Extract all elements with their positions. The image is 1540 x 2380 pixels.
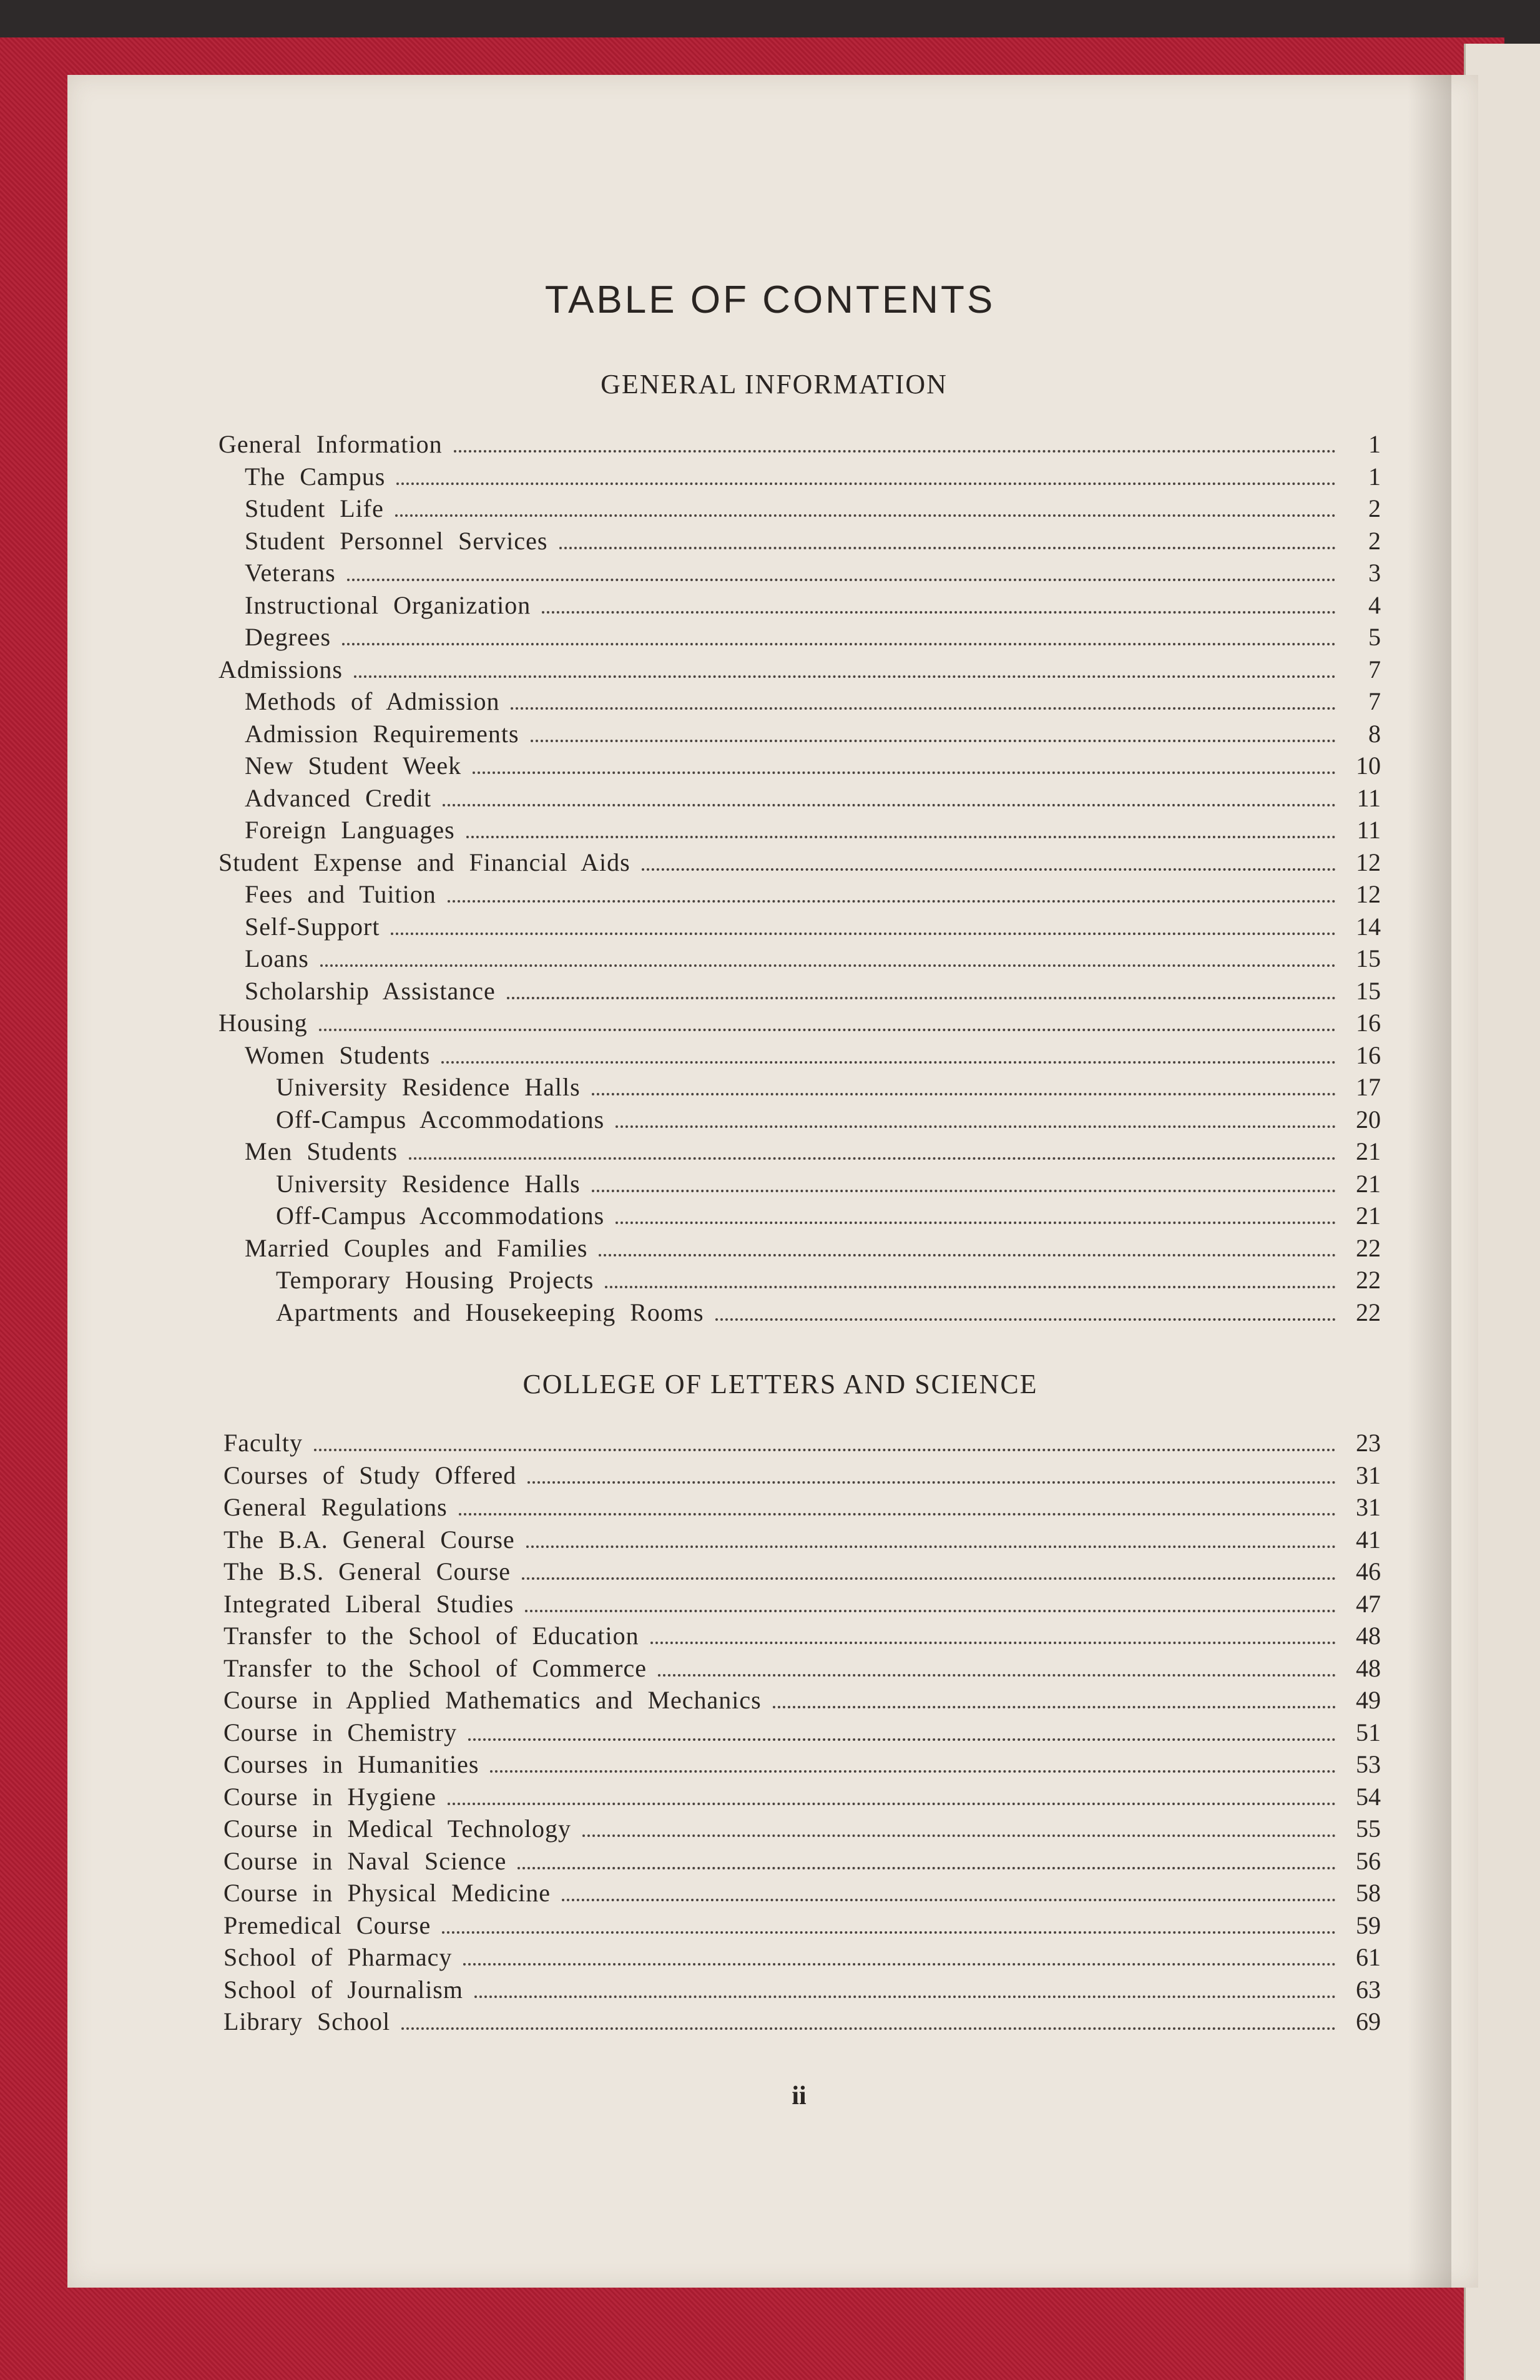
- toc-entry-page-number: 12: [1356, 848, 1381, 876]
- toc-leader-dots: [401, 2027, 1336, 2030]
- toc-entry-label: Course in Physical Medicine: [223, 1879, 551, 1907]
- toc-leader-dots: [658, 1674, 1336, 1677]
- toc-entry-page-number: 22: [1356, 1266, 1381, 1294]
- toc-leader-dots: [391, 933, 1336, 935]
- toc-entry-label: Course in Medical Technology: [223, 1814, 572, 1843]
- toc-entry-label: Student Personnel Services: [245, 526, 548, 555]
- toc-entry: [223, 1491, 1381, 1524]
- toc-entry-label: Self-Support: [245, 912, 380, 941]
- toc-entry-label: Off-Campus Accommodations: [276, 1105, 605, 1134]
- toc-entry-label: Fees and Tuition: [245, 880, 436, 908]
- toc-entry: [218, 1007, 1381, 1039]
- toc-entry-page-number: 11: [1356, 816, 1381, 844]
- toc-entry-label: Courses of Study Offered: [223, 1461, 517, 1489]
- toc-entry-label: School of Pharmacy: [223, 1943, 453, 1971]
- toc-leader-dots: [582, 1834, 1336, 1837]
- toc-entry-page-number: 12: [1356, 880, 1381, 908]
- toc-entry-label: Student Expense and Financial Aids: [218, 848, 630, 876]
- toc-entry-label: School of Journalism: [223, 1975, 463, 2004]
- toc-entry: [218, 975, 1381, 1007]
- toc-leader-dots: [443, 804, 1336, 806]
- toc-entry: [218, 1071, 1381, 1104]
- toc-entry-label: University Residence Halls: [276, 1073, 581, 1101]
- toc-entry: [218, 621, 1381, 654]
- toc-entry: [218, 1264, 1381, 1296]
- toc-entry: [223, 1652, 1381, 1685]
- toc-entry-label: Women Students: [245, 1041, 431, 1069]
- toc-leader-dots: [715, 1318, 1336, 1321]
- toc-entry-label: The B.A. General Course: [223, 1525, 515, 1554]
- toc-leader-dots: [459, 1513, 1336, 1516]
- toc-entry-label: Foreign Languages: [245, 816, 455, 844]
- toc-leader-dots: [448, 1803, 1336, 1805]
- toc-entry: [218, 525, 1381, 557]
- toc-entry: [223, 1620, 1381, 1652]
- toc-entry-page-number: 7: [1368, 655, 1381, 683]
- toc-entry-page-number: 59: [1356, 1911, 1381, 1939]
- toc-entry-label: Degrees: [245, 623, 331, 651]
- toc-entry: [218, 814, 1381, 846]
- toc-entry-label: New Student Week: [245, 752, 462, 780]
- toc-entry-page-number: 15: [1356, 944, 1381, 972]
- toc-entry-page-number: 21: [1356, 1169, 1381, 1198]
- toc-leader-dots: [616, 1222, 1336, 1224]
- toc-entry-page-number: 23: [1356, 1429, 1381, 1457]
- toc-entry-page-number: 54: [1356, 1782, 1381, 1811]
- toc-entry-page-number: 4: [1368, 590, 1381, 619]
- toc-entry: [223, 1716, 1381, 1749]
- toc-entry-page-number: 8: [1368, 719, 1381, 748]
- toc-leader-dots: [559, 547, 1336, 549]
- toc-entry-page-number: 11: [1356, 783, 1381, 812]
- toc-leader-dots: [342, 643, 1336, 645]
- toc-leader-dots: [592, 1190, 1336, 1192]
- toc-entry-page-number: 16: [1356, 1009, 1381, 1037]
- toc-list-college-of-letters-and-science: [223, 1427, 1381, 2038]
- toc-entry-label: Student Life: [245, 494, 384, 522]
- toc-leader-dots: [773, 1706, 1336, 1708]
- toc-entry: [218, 1104, 1381, 1136]
- toc-entry: [223, 1941, 1381, 1974]
- toc-leader-dots: [454, 450, 1336, 453]
- toc-entry-page-number: 46: [1356, 1557, 1381, 1585]
- toc-leader-dots: [605, 1286, 1336, 1288]
- toc-entry-label: Course in Hygiene: [223, 1782, 436, 1811]
- toc-leader-dots: [441, 1061, 1336, 1064]
- toc-leader-dots: [466, 836, 1336, 838]
- page-number: ii: [792, 2082, 807, 2110]
- toc-entry-page-number: 21: [1356, 1137, 1381, 1165]
- toc-entry-page-number: 41: [1356, 1525, 1381, 1554]
- toc-entry-page-number: 48: [1356, 1653, 1381, 1682]
- toc-entry: [223, 1427, 1381, 1459]
- page-title: TABLE OF CONTENTS: [544, 278, 996, 321]
- toc-leader-dots: [526, 1545, 1336, 1548]
- toc-entry-label: Instructional Organization: [245, 590, 531, 619]
- toc-entry: [218, 911, 1381, 943]
- toc-entry: [223, 1877, 1381, 1909]
- toc-entry-label: Advanced Credit: [245, 783, 432, 812]
- toc-entry: [223, 1459, 1381, 1492]
- toc-leader-dots: [650, 1642, 1336, 1644]
- toc-entry: [218, 846, 1381, 879]
- toc-entry-page-number: 20: [1356, 1105, 1381, 1134]
- toc-entry-label: Faculty: [223, 1429, 303, 1457]
- toc-leader-dots: [522, 1577, 1336, 1580]
- toc-leader-dots: [490, 1770, 1336, 1773]
- toc-entry-label: Off-Campus Accommodations: [276, 1202, 605, 1230]
- toc-entry-page-number: 48: [1356, 1622, 1381, 1650]
- toc-entry: [218, 492, 1381, 525]
- toc-entry-page-number: 61: [1356, 1943, 1381, 1971]
- toc-entry-page-number: 2: [1368, 526, 1381, 555]
- toc-leader-dots: [511, 707, 1336, 710]
- toc-entry: [218, 428, 1381, 461]
- toc-entry-label: Apartments and Housekeeping Rooms: [276, 1298, 704, 1326]
- toc-entry: [223, 2005, 1381, 2038]
- toc-entry-label: Course in Chemistry: [223, 1718, 458, 1746]
- toc-leader-dots: [527, 1481, 1336, 1484]
- toc-leader-dots: [448, 900, 1336, 903]
- toc-entry: [218, 718, 1381, 750]
- toc-leader-dots: [320, 964, 1336, 967]
- toc-entry-page-number: 10: [1356, 752, 1381, 780]
- toc-entry: [218, 943, 1381, 975]
- toc-entry-page-number: 1: [1368, 430, 1381, 458]
- toc-leader-dots: [409, 1157, 1336, 1160]
- toc-leader-dots: [395, 514, 1336, 517]
- toc-entry-label: Transfer to the School of Commerce: [223, 1653, 647, 1682]
- toc-entry-page-number: 2: [1368, 494, 1381, 522]
- toc-entry-page-number: 58: [1356, 1879, 1381, 1907]
- section-heading-general-information: GENERAL INFORMATION: [601, 369, 948, 399]
- toc-leader-dots: [442, 1931, 1336, 1934]
- toc-leader-dots: [473, 771, 1336, 774]
- toc-entry: [223, 1588, 1381, 1620]
- toc-entry-page-number: 1: [1368, 462, 1381, 491]
- toc-entry-page-number: 31: [1356, 1461, 1381, 1489]
- toc-entry: [218, 1200, 1381, 1232]
- toc-entry-page-number: 47: [1356, 1589, 1381, 1618]
- toc-entry: [218, 589, 1381, 622]
- toc-entry-page-number: 7: [1368, 687, 1381, 715]
- toc-entry-label: Men Students: [245, 1137, 398, 1165]
- toc-leader-dots: [562, 1899, 1336, 1901]
- toc-entry-page-number: 21: [1356, 1202, 1381, 1230]
- toc-list-general-information: [218, 428, 1381, 1328]
- toc-entry-page-number: 63: [1356, 1975, 1381, 2004]
- toc-entry: [223, 1555, 1381, 1588]
- toc-entry-page-number: 22: [1356, 1233, 1381, 1262]
- toc-leader-dots: [599, 1254, 1336, 1256]
- toc-entry-label: University Residence Halls: [276, 1169, 581, 1198]
- toc-entry: [218, 654, 1381, 686]
- toc-entry-page-number: 53: [1356, 1750, 1381, 1778]
- toc-entry-label: Married Couples and Families: [245, 1233, 588, 1262]
- toc-entry-page-number: 22: [1356, 1298, 1381, 1326]
- toc-entry: [218, 1135, 1381, 1168]
- toc-leader-dots: [474, 1996, 1336, 1998]
- toc-entry-page-number: 17: [1356, 1073, 1381, 1101]
- toc-entry-page-number: 69: [1356, 2007, 1381, 2035]
- toc-leader-dots: [525, 1610, 1336, 1612]
- toc-entry-label: Course in Applied Mathematics and Mechanics: [223, 1686, 762, 1714]
- toc-entry: [218, 1168, 1381, 1200]
- toc-leader-dots: [507, 997, 1336, 999]
- toc-leader-dots: [314, 1449, 1336, 1451]
- toc-entry-label: The B.S. General Course: [223, 1557, 511, 1585]
- toc-entry: [223, 1684, 1381, 1716]
- toc-entry: [223, 1909, 1381, 1942]
- toc-entry: [223, 1524, 1381, 1556]
- toc-leader-dots: [347, 579, 1336, 581]
- toc-entry-label: General Regulations: [223, 1493, 448, 1521]
- toc-entry-label: Integrated Liberal Studies: [223, 1589, 514, 1618]
- toc-entry-label: Veterans: [245, 559, 336, 587]
- toc-entry: [218, 750, 1381, 782]
- toc-leader-dots: [542, 611, 1336, 614]
- toc-leader-dots: [517, 1867, 1336, 1869]
- toc-entry: [223, 1748, 1381, 1781]
- toc-entry-label: Course in Naval Science: [223, 1846, 507, 1875]
- toc-entry-label: General Information: [218, 430, 443, 458]
- toc-entry-label: Courses in Humanities: [223, 1750, 479, 1778]
- toc-entry: [218, 461, 1381, 493]
- toc-entry: [218, 1296, 1381, 1329]
- toc-entry-label: Temporary Housing Projects: [276, 1266, 594, 1294]
- toc-entry-label: Library School: [223, 2007, 391, 2035]
- toc-entry: [223, 1974, 1381, 2006]
- toc-entry-label: Admission Requirements: [245, 719, 519, 748]
- toc-entry-page-number: 55: [1356, 1814, 1381, 1843]
- toc-entry-page-number: 49: [1356, 1686, 1381, 1714]
- toc-entry: [218, 878, 1381, 911]
- toc-entry-page-number: 31: [1356, 1493, 1381, 1521]
- toc-entry-label: Premedical Course: [223, 1911, 431, 1939]
- toc-entry: [223, 1813, 1381, 1845]
- toc-leader-dots: [531, 740, 1336, 742]
- toc-entry-page-number: 3: [1368, 559, 1381, 587]
- toc-entry-page-number: 14: [1356, 912, 1381, 941]
- toc-entry-page-number: 16: [1356, 1041, 1381, 1069]
- toc-entry: [218, 557, 1381, 589]
- toc-entry-label: The Campus: [245, 462, 386, 491]
- toc-entry: [218, 1232, 1381, 1265]
- toc-entry-page-number: 56: [1356, 1846, 1381, 1875]
- toc-entry-label: Admissions: [218, 655, 343, 683]
- toc-leader-dots: [354, 675, 1336, 678]
- toc-leader-dots: [592, 1093, 1336, 1095]
- toc-entry: [218, 782, 1381, 815]
- toc-leader-dots: [463, 1963, 1336, 1966]
- toc-entry: [218, 1039, 1381, 1072]
- toc-entry: [223, 1781, 1381, 1813]
- toc-entry-page-number: 5: [1368, 623, 1381, 651]
- toc-entry-page-number: 51: [1356, 1718, 1381, 1746]
- toc-entry-page-number: 15: [1356, 976, 1381, 1005]
- toc-entry-label: Scholarship Assistance: [245, 976, 496, 1005]
- toc-leader-dots: [642, 868, 1336, 871]
- toc-entry-label: Methods of Admission: [245, 687, 500, 715]
- toc-leader-dots: [468, 1738, 1336, 1741]
- toc-entry: [218, 685, 1381, 718]
- page-gutter-shadow: [1408, 75, 1451, 2288]
- toc-entry-label: Transfer to the School of Education: [223, 1622, 639, 1650]
- toc-entry-label: Housing: [218, 1009, 308, 1037]
- toc-entry-label: Loans: [245, 944, 309, 972]
- toc-leader-dots: [396, 482, 1336, 485]
- toc-entry: [223, 1845, 1381, 1878]
- toc-leader-dots: [616, 1125, 1336, 1128]
- toc-leader-dots: [319, 1029, 1336, 1031]
- section-heading-college-of-letters-and-science: COLLEGE OF LETTERS AND SCIENCE: [522, 1369, 1038, 1399]
